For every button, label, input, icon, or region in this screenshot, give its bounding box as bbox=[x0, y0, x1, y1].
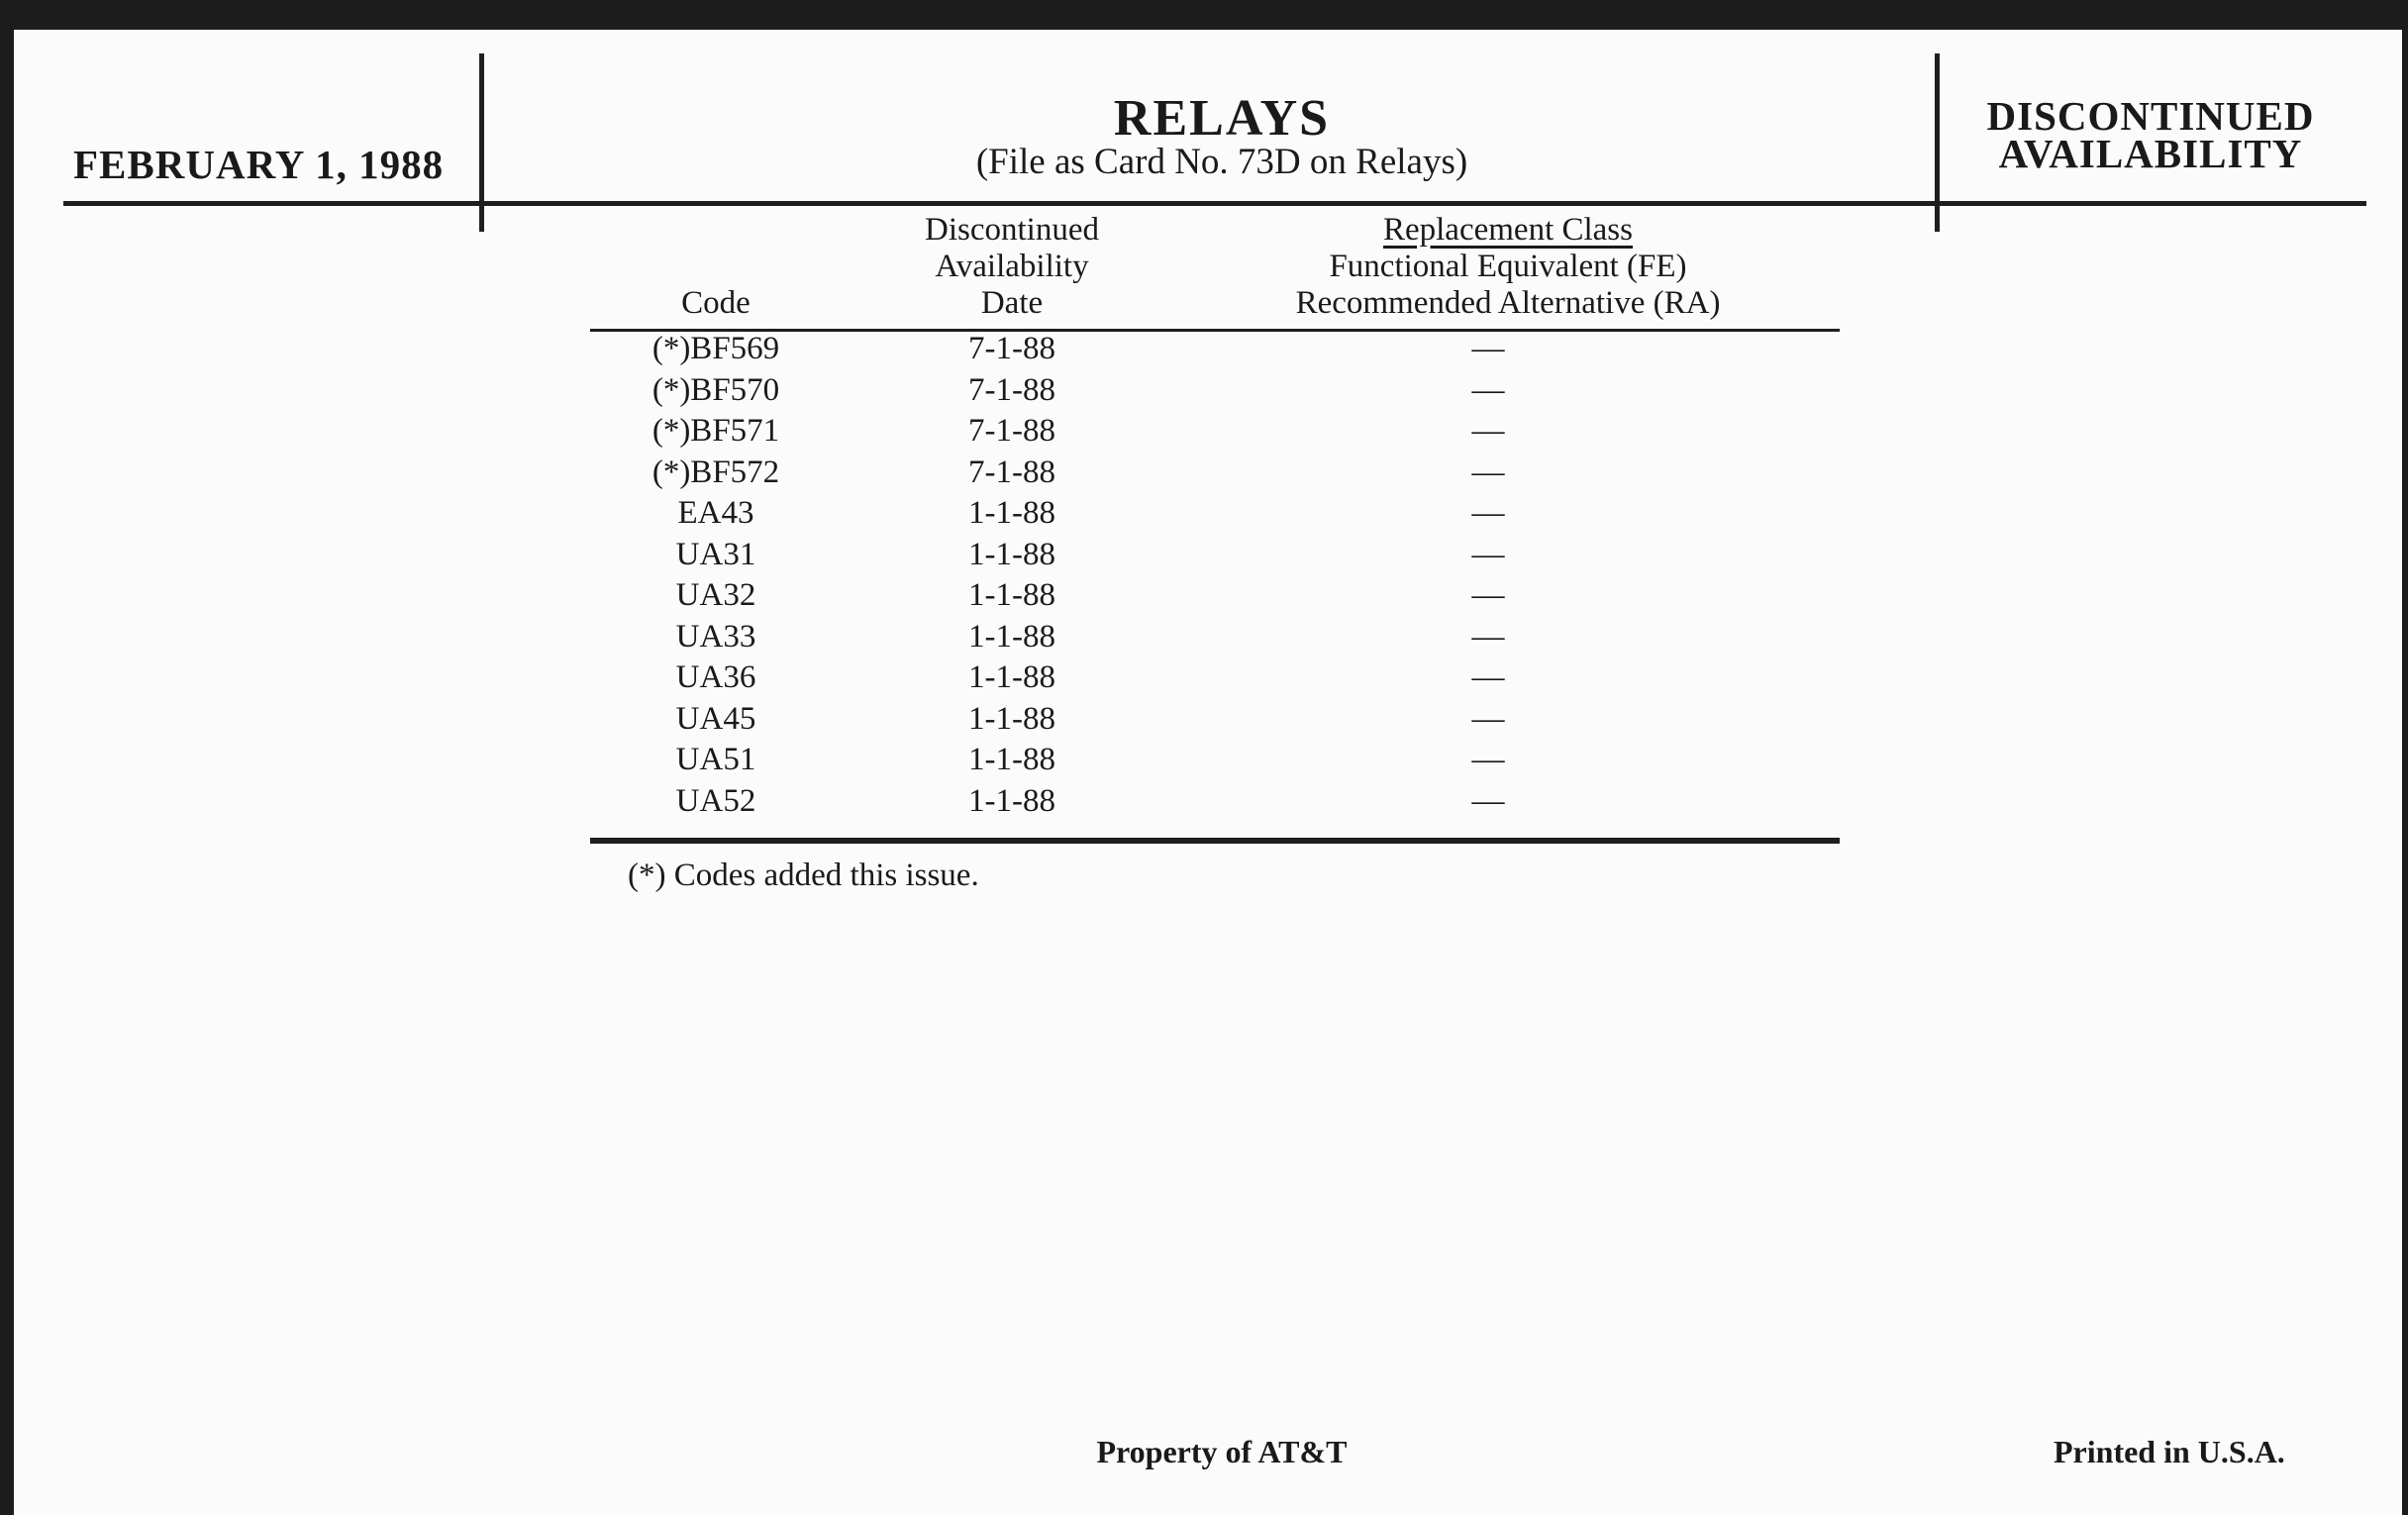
table-row bbox=[606, 701, 1836, 743]
code-header-label: Code bbox=[681, 285, 751, 321]
replacement-cell: — bbox=[1471, 371, 1505, 408]
date-cell: 1-1-88 bbox=[968, 618, 1055, 655]
issue-date: FEBRUARY 1, 1988 bbox=[73, 142, 445, 187]
replacement-header-line-2: Functional Equivalent (FE) bbox=[1329, 249, 1687, 284]
table-row bbox=[606, 742, 1836, 783]
code-cell: (*)BF572 bbox=[652, 454, 780, 490]
code-cell: UA51 bbox=[675, 742, 756, 777]
table-row bbox=[606, 372, 1836, 414]
date-cell: 7-1-88 bbox=[968, 331, 1055, 366]
table-row bbox=[606, 619, 1836, 660]
code-cell: UA32 bbox=[675, 577, 756, 613]
replacement-cell: — bbox=[1471, 700, 1505, 737]
property-notice: Property of AT&T bbox=[1096, 1434, 1348, 1469]
column-header-date bbox=[863, 212, 1160, 322]
replacement-cell: — bbox=[1471, 413, 1505, 449]
date-cell: 1-1-88 bbox=[968, 495, 1055, 531]
document-subtitle: (File as Card No. 73D on Relays) bbox=[975, 142, 1468, 182]
table-bottom-rule bbox=[590, 838, 1840, 844]
date-cell: 1-1-88 bbox=[968, 782, 1055, 819]
code-cell: UA52 bbox=[675, 782, 756, 819]
table-row bbox=[606, 413, 1836, 454]
column-header-replacement bbox=[1220, 212, 1796, 322]
table-row bbox=[606, 783, 1836, 825]
code-cell: (*)BF570 bbox=[652, 371, 780, 408]
status-heading bbox=[1955, 93, 2347, 176]
replacement-header-line-3: Recommended Alternative (RA) bbox=[1295, 285, 1721, 321]
status-line-1: DISCONTINUED bbox=[1986, 93, 2315, 139]
column-header-code bbox=[606, 285, 826, 322]
replacement-cell: — bbox=[1471, 495, 1505, 531]
date-cell: 7-1-88 bbox=[968, 454, 1055, 490]
replacement-cell: — bbox=[1471, 577, 1505, 613]
code-cell: UA33 bbox=[675, 618, 756, 655]
footnote: (*) Codes added this issue. bbox=[628, 858, 979, 893]
table-row bbox=[606, 331, 1836, 372]
date-header-line-3: Date bbox=[980, 285, 1044, 321]
replacement-cell: — bbox=[1471, 782, 1505, 819]
code-cell: EA43 bbox=[677, 495, 754, 531]
replacement-cell: — bbox=[1471, 536, 1505, 572]
code-cell: UA36 bbox=[675, 659, 756, 695]
date-header-line-1: Discontinued bbox=[925, 212, 1099, 248]
table-row bbox=[606, 495, 1836, 537]
replacement-header-line-1: Replacement Class bbox=[1382, 212, 1633, 248]
date-cell: 1-1-88 bbox=[968, 536, 1055, 572]
replacement-cell: — bbox=[1471, 659, 1505, 695]
printed-notice: Printed in U.S.A. bbox=[2054, 1434, 2285, 1469]
date-header-line-2: Availability bbox=[935, 249, 1089, 284]
table-row bbox=[606, 577, 1836, 619]
replacement-cell: — bbox=[1471, 454, 1505, 490]
replacement-cell: — bbox=[1471, 618, 1505, 655]
document-card bbox=[14, 30, 2402, 1515]
code-cell: UA45 bbox=[675, 700, 756, 737]
code-cell: (*)BF569 bbox=[652, 331, 780, 366]
codes-table bbox=[606, 331, 1836, 824]
date-cell: 7-1-88 bbox=[968, 413, 1055, 449]
code-cell: (*)BF571 bbox=[652, 413, 780, 449]
date-cell: 1-1-88 bbox=[968, 577, 1055, 613]
date-cell: 7-1-88 bbox=[968, 371, 1055, 408]
header-bottom-rule bbox=[63, 201, 2366, 206]
table-row bbox=[606, 454, 1836, 496]
code-cell: UA31 bbox=[675, 536, 756, 572]
replacement-cell: — bbox=[1471, 331, 1505, 366]
table-row bbox=[606, 659, 1836, 701]
date-cell: 1-1-88 bbox=[968, 700, 1055, 737]
replacement-cell: — bbox=[1471, 742, 1505, 777]
table-row bbox=[606, 537, 1836, 578]
date-cell: 1-1-88 bbox=[968, 742, 1055, 777]
document-title: RELAYS bbox=[1113, 90, 1331, 147]
status-line-2: AVAILABILITY bbox=[1998, 131, 2303, 176]
date-cell: 1-1-88 bbox=[968, 659, 1055, 695]
